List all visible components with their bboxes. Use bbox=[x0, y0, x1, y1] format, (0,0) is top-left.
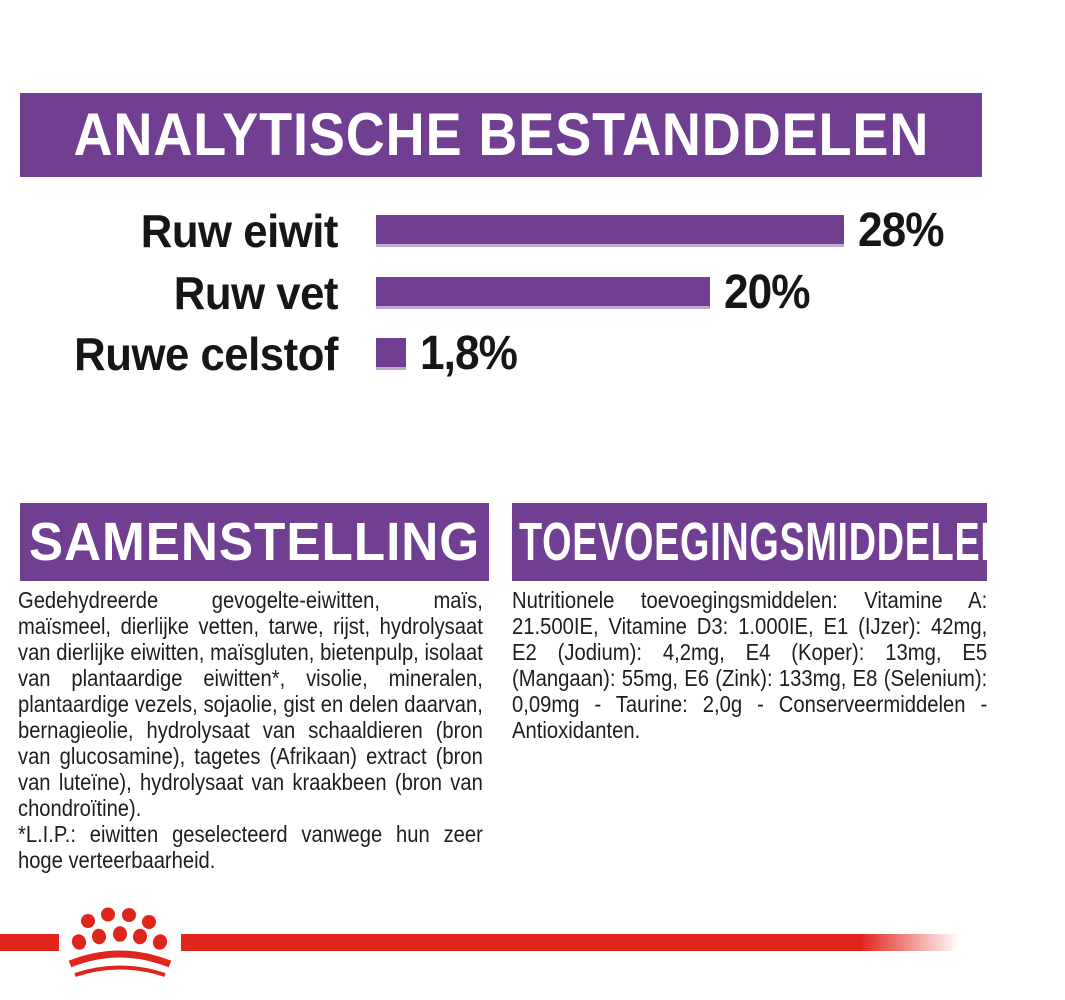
bar-value-ruw-eiwit: 28% bbox=[858, 204, 944, 257]
bar-value-ruwe-celstof: 1,8% bbox=[420, 327, 517, 380]
footer-red-line-left bbox=[0, 934, 59, 951]
bar-ruwe-celstof bbox=[376, 338, 406, 370]
bar-ruw-vet bbox=[376, 277, 710, 309]
bar-row-ruw-vet bbox=[376, 266, 817, 319]
composition-section-title: SAMENSTELLING bbox=[28, 512, 481, 572]
additives-per-kg-suffix: (/kg) bbox=[1012, 530, 1065, 567]
additives-section-title: TOEVOEGINGSMIDDELEN (/kg) bbox=[519, 512, 1065, 572]
composition-body: Gedehydreerde gevogelte-eiwitten, maïs, maïsmeel, dierlijke vetten, tarwe, rijst, hydrolysaat van dierlijke eiwitten, maïsgluten, bietenpulp, isolaat van plantaardige eiwitten*, visolie, mineralen, plantaardige vezels, sojaolie, gist en delen daarvan, bernagieolie, hydrolysaat van schaaldieren (bron van glucosamine), tagetes (Afrikaan) extract (bron van luteïne), hydrolysaat van kraakbeen (bron van chondroïtine). bbox=[18, 587, 483, 821]
composition-lip-note: *L.I.P.: eiwitten geselecteerd vanwege hun zeer hoge verteerbaarheid. bbox=[18, 821, 483, 873]
bar-row-ruwe-celstof bbox=[376, 327, 525, 380]
royal-canin-crown-icon bbox=[58, 908, 183, 983]
footer-red-line-right bbox=[181, 934, 1000, 951]
bar-label-ruw-vet: Ruw vet bbox=[173, 267, 338, 319]
bar-row-ruw-eiwit bbox=[376, 204, 951, 257]
additives-body: Nutritionele toevoegingsmiddelen: Vitamine A: 21.500IE, Vitamine D3: 1.000IE, E1 (IJzer): 42mg, E2 (Jodium): 4,2mg, E4 (Koper): 13mg, E5 (Mangaan): 55mg, E6 (Zink): 133mg, E8 (Selenium): 0,09mg - Taurine: 2,0g - Conserveermiddelen - Antioxidanten. bbox=[512, 587, 988, 743]
composition-text-column bbox=[18, 587, 548, 873]
analytics-section-banner bbox=[20, 93, 982, 177]
additives-section-banner bbox=[512, 503, 1065, 581]
bar-label-ruwe-celstof: Ruwe celstof bbox=[74, 328, 338, 380]
analytics-section-title: ANALYTISCHE BESTANDDELEN bbox=[73, 101, 929, 168]
composition-section-banner bbox=[20, 503, 489, 581]
additives-text-column bbox=[512, 587, 1052, 743]
bar-label-ruw-eiwit: Ruw eiwit bbox=[140, 205, 338, 257]
bar-ruw-eiwit bbox=[376, 215, 844, 247]
bar-value-ruw-vet: 20% bbox=[724, 266, 810, 319]
